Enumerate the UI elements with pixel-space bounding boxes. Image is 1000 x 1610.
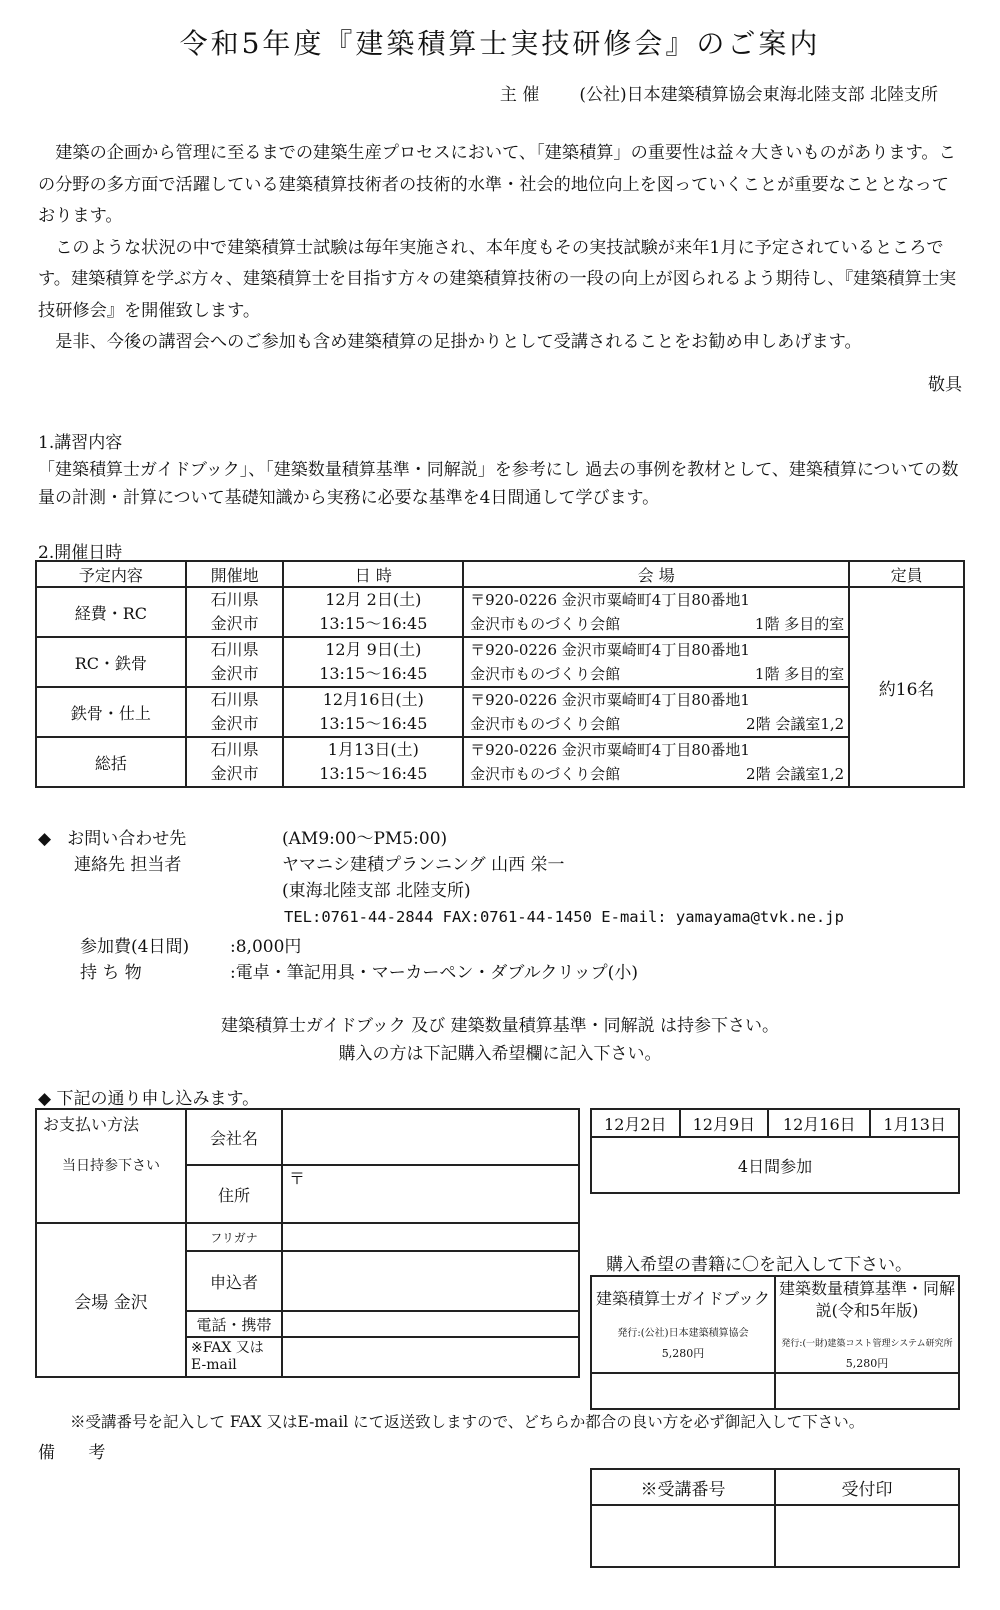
bring-note: 建築積算士ガイドブック 及び 建築数量積算基準・同解説 は持参下さい。 購入の方は下記購入希望欄に記入下さい。 — [221, 1016, 779, 1064]
books-heading: 購入希望の書籍に〇を記入して下さい。 — [606, 1255, 912, 1275]
lecture-number-label: ※受講番号 — [591, 1469, 775, 1505]
contact-block — [38, 826, 968, 930]
postal-mark: 〒 — [289, 1169, 306, 1188]
reception-stamp-field — [775, 1505, 959, 1567]
session-datetime: 12月 9日(土) 13:15〜16:45 — [283, 637, 463, 687]
session-venue: 〒920-0226 金沢市粟崎町4丁目80番地1 金沢市ものづくり会館 1階 多目的室 — [463, 637, 849, 687]
diamond-bullet-icon: ◆ — [38, 829, 52, 849]
remarks-label: 備 考 — [38, 1443, 120, 1463]
bring-value: :電卓・筆記用具・マーカーペン・ダブルクリップ(小) — [230, 963, 638, 983]
session-datetime: 12月16日(土) 13:15〜16:45 — [283, 687, 463, 737]
contact-person-label: 連絡先 担当者 — [74, 855, 182, 875]
all-days-cell[interactable]: 4日間参加 — [591, 1137, 959, 1193]
session-content: RC・鉄骨 — [36, 637, 186, 687]
payment-label: お支払い方法 — [43, 1115, 140, 1134]
date-cell: 12月16日 — [768, 1109, 870, 1137]
col-header: 開催地 — [186, 561, 284, 587]
section-heading-schedule: 2.開催日時 — [38, 543, 123, 563]
payment-cell — [36, 1109, 186, 1223]
date-cell: 12月9日 — [680, 1109, 769, 1137]
session-venue: 〒920-0226 金沢市粟崎町4丁目80番地1 金沢市ものづくり会館 2階 会議室1,2 — [463, 687, 849, 737]
session-content: 鉄骨・仕上 — [36, 687, 186, 737]
fax-email-label: ※FAX 又はE-mail — [186, 1337, 282, 1377]
book-standards-order-field[interactable] — [775, 1373, 959, 1409]
session-place: 石川県 金沢市 — [186, 737, 284, 787]
session-place: 石川県 金沢市 — [186, 687, 284, 737]
return-note: ※受講番号を記入して FAX 又はE-mail にて返送致しますので、どちらか都合の良い方を必ず御記入して下さい。 — [70, 1413, 865, 1431]
intro-paragraph: 是非、今後の講習会へのご参加も含め建築積算の足掛かりとして受講されることをお勧め申しあげます。 — [55, 332, 862, 352]
page-title: 令和5年度『建築積算士実技研修会』のご案内 — [179, 27, 821, 60]
organizer — [500, 80, 938, 105]
organizer-label: 主 催 — [499, 85, 540, 105]
schedule-row — [36, 687, 964, 737]
address-field[interactable] — [282, 1165, 579, 1223]
lecture-number-field — [591, 1505, 775, 1567]
intro-paragraph: 建築の企画から管理に至るまでの建築生産プロセスにおいて、「建築積算」の重要性は益々大きいものがあります。この分野の多方面で活躍している建築積算技術者の技術的水準・社会的地位向上を図っていくことが重要なこととなっております。 — [38, 143, 956, 226]
col-header: 予定内容 — [36, 561, 186, 587]
closing-word: 敬具 — [928, 375, 962, 395]
applicant-field[interactable] — [282, 1251, 579, 1311]
book-guidebook: 建築積算士ガイドブック 発行:(公社)日本建築積算協会 5,280円 — [591, 1276, 775, 1373]
schedule-row — [36, 637, 964, 687]
company-field[interactable] — [282, 1109, 579, 1165]
date-cell: 12月2日 — [591, 1109, 680, 1137]
books-table — [590, 1275, 960, 1410]
col-header: 会 場 — [463, 561, 849, 587]
capacity: 約16名 — [849, 587, 964, 787]
session-place: 石川県 金沢市 — [186, 587, 284, 637]
contact-branch: (東海北陸支部 北陸支所) — [282, 881, 471, 901]
contact-person: ヤマニシ建積プランニング 山西 栄一 — [282, 855, 565, 875]
fee-value: :8,000円 — [230, 937, 302, 957]
intro-text — [38, 138, 963, 359]
section-content-body: 「建築積算士ガイドブック」、「建築数量積算基準・同解説」を参考にし 過去の事例を教材として、建築積算についての数量の計測・計算について基礎知識から実務に必要な基準を4日間通して学びます。 — [38, 460, 959, 508]
fee-label: 参加費(4日間) — [80, 937, 190, 957]
contact-label: お問い合わせ先 — [67, 829, 187, 849]
company-label: 会社名 — [186, 1109, 282, 1165]
schedule-header-row — [36, 561, 964, 587]
session-datetime: 1月13日(土) 13:15〜16:45 — [283, 737, 463, 787]
bring-label: 持 ち 物 — [80, 963, 142, 983]
session-datetime: 12月 2日(土) 13:15〜16:45 — [283, 587, 463, 637]
phone-label: 電話・携帯 — [186, 1311, 282, 1337]
col-header: 定員 — [849, 561, 964, 587]
application-form — [35, 1108, 580, 1378]
session-content: 経費・RC — [36, 587, 186, 637]
organizer-name: (公社)日本建築積算協会東海北陸支部 北陸支所 — [579, 85, 938, 105]
contact-hours: (AM9:00〜PM5:00) — [282, 829, 448, 849]
reception-table — [590, 1468, 960, 1568]
book-standards: 建築数量積算基準・同解説(令和5年版) 発行:(一財)建築コスト管理システム研究所 5,280円 — [775, 1276, 959, 1373]
book-guidebook-order-field[interactable] — [591, 1373, 775, 1409]
contact-tel-fax-email: TEL:0761-44-2844 FAX:0761-44-1450 E-mail: yamayama@tvk.ne.jp — [284, 908, 844, 926]
schedule-row — [36, 587, 964, 637]
address-label: 住所 — [186, 1165, 282, 1223]
col-header: 日 時 — [283, 561, 463, 587]
venue-cell: 会場 金沢 — [36, 1223, 186, 1377]
fee-block — [80, 934, 638, 986]
schedule-table — [35, 560, 965, 788]
applicant-label: 申込者 — [186, 1251, 282, 1311]
furigana-label: フリガナ — [186, 1223, 282, 1251]
section-heading-content: 1.講習内容 — [38, 433, 123, 453]
reception-stamp-label: 受付印 — [775, 1469, 959, 1505]
schedule-row — [36, 737, 964, 787]
intro-paragraph: このような状況の中で建築積算士試験は毎年実施され、本年度もその実技試験が来年1月に予定されているところです。建築積算を学ぶ方々、建築積算士を目指す方々の建築積算技術の一段の向上が図られるよう期待し、『建築積算士実技研修会』を開催致します。 — [38, 237, 957, 321]
furigana-field[interactable] — [282, 1223, 579, 1251]
apply-heading: ◆ 下記の通り申し込みます。 — [38, 1089, 260, 1109]
fax-email-field[interactable] — [282, 1337, 579, 1377]
session-place: 石川県 金沢市 — [186, 637, 284, 687]
session-content: 総括 — [36, 737, 186, 787]
payment-value: 当日持参下さい — [62, 1158, 160, 1174]
session-venue: 〒920-0226 金沢市粟崎町4丁目80番地1 金沢市ものづくり会館 1階 多目的室 — [463, 587, 849, 637]
phone-field[interactable] — [282, 1311, 579, 1337]
attendance-dates-table — [590, 1108, 960, 1194]
session-venue: 〒920-0226 金沢市粟崎町4丁目80番地1 金沢市ものづくり会館 2階 会議室1,2 — [463, 737, 849, 787]
date-cell: 1月13日 — [870, 1109, 959, 1137]
